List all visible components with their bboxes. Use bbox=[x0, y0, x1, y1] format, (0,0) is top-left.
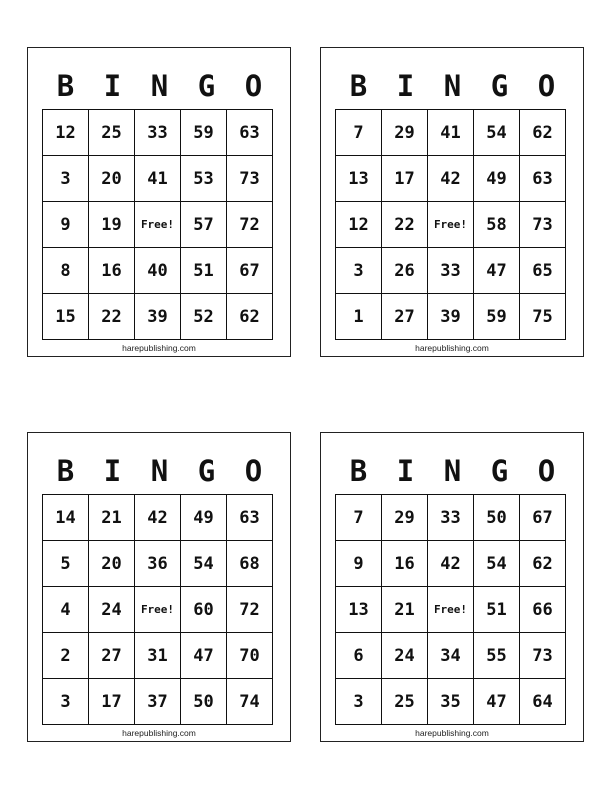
number-cell: 62 bbox=[520, 541, 566, 587]
header-letter: O bbox=[537, 69, 556, 103]
bingo-card bbox=[27, 432, 291, 742]
number-cell: 55 bbox=[474, 633, 520, 679]
header-letter: N bbox=[443, 69, 462, 103]
number-cell: 12 bbox=[43, 110, 89, 156]
grid-row bbox=[43, 202, 273, 248]
number-cell: 13 bbox=[336, 156, 382, 202]
number-cell: 26 bbox=[382, 248, 428, 294]
number-cell: 41 bbox=[428, 110, 474, 156]
number-cell: 53 bbox=[181, 156, 227, 202]
header-letter: B bbox=[349, 454, 368, 488]
grid-row bbox=[336, 248, 566, 294]
number-cell: 74 bbox=[227, 679, 273, 725]
number-cell: 7 bbox=[336, 110, 382, 156]
number-cell: 51 bbox=[181, 248, 227, 294]
grid-row bbox=[43, 679, 273, 725]
number-cell: 24 bbox=[89, 587, 135, 633]
number-cell: 63 bbox=[227, 110, 273, 156]
header-letter: O bbox=[244, 454, 263, 488]
bingo-grid bbox=[335, 109, 566, 340]
number-cell: 17 bbox=[382, 156, 428, 202]
grid-row bbox=[336, 495, 566, 541]
number-cell: 14 bbox=[43, 495, 89, 541]
number-cell: 50 bbox=[181, 679, 227, 725]
number-cell: 52 bbox=[181, 294, 227, 340]
number-cell: 22 bbox=[89, 294, 135, 340]
number-cell: 29 bbox=[382, 110, 428, 156]
header-letter: G bbox=[197, 69, 216, 103]
bingo-card bbox=[320, 47, 584, 357]
number-cell: 54 bbox=[474, 541, 520, 587]
number-cell: 70 bbox=[227, 633, 273, 679]
bingo-card bbox=[27, 47, 291, 357]
header-letter: O bbox=[537, 454, 556, 488]
header-letter: I bbox=[396, 454, 415, 488]
bingo-grid bbox=[42, 109, 273, 340]
number-cell: 54 bbox=[181, 541, 227, 587]
header-letter: O bbox=[244, 69, 263, 103]
number-cell: 6 bbox=[336, 633, 382, 679]
grid-row bbox=[43, 110, 273, 156]
number-cell: 54 bbox=[474, 110, 520, 156]
number-cell: 72 bbox=[227, 587, 273, 633]
footer-url: harepublishing.com bbox=[122, 728, 196, 738]
number-cell: 16 bbox=[382, 541, 428, 587]
grid-row bbox=[336, 679, 566, 725]
number-cell: 9 bbox=[336, 541, 382, 587]
number-cell: 42 bbox=[428, 541, 474, 587]
grid-row bbox=[43, 495, 273, 541]
number-cell: 34 bbox=[428, 633, 474, 679]
header-letter: N bbox=[150, 454, 169, 488]
number-cell: 42 bbox=[428, 156, 474, 202]
number-cell: 66 bbox=[520, 587, 566, 633]
number-cell: 63 bbox=[520, 156, 566, 202]
number-cell: 39 bbox=[135, 294, 181, 340]
number-cell: 33 bbox=[135, 110, 181, 156]
grid-row bbox=[336, 587, 566, 633]
number-cell: 12 bbox=[336, 202, 382, 248]
number-cell: 59 bbox=[474, 294, 520, 340]
footer-url: harepublishing.com bbox=[415, 343, 489, 353]
number-cell: 33 bbox=[428, 248, 474, 294]
number-cell: 17 bbox=[89, 679, 135, 725]
number-cell: 3 bbox=[43, 679, 89, 725]
number-cell: 68 bbox=[227, 541, 273, 587]
number-cell: 2 bbox=[43, 633, 89, 679]
number-cell: 67 bbox=[227, 248, 273, 294]
number-cell: 67 bbox=[520, 495, 566, 541]
number-cell: 47 bbox=[474, 679, 520, 725]
number-cell: 39 bbox=[428, 294, 474, 340]
bingo-header bbox=[42, 447, 277, 495]
number-cell: 51 bbox=[474, 587, 520, 633]
header-letter: N bbox=[150, 69, 169, 103]
header-letter: G bbox=[490, 69, 509, 103]
number-cell: 49 bbox=[181, 495, 227, 541]
header-letter: B bbox=[349, 69, 368, 103]
number-cell: 73 bbox=[227, 156, 273, 202]
number-cell: 22 bbox=[382, 202, 428, 248]
number-cell: 59 bbox=[181, 110, 227, 156]
free-space: Free! bbox=[428, 202, 474, 248]
header-letter: N bbox=[443, 454, 462, 488]
grid-row bbox=[43, 541, 273, 587]
number-cell: 9 bbox=[43, 202, 89, 248]
header-letter: G bbox=[490, 454, 509, 488]
number-cell: 58 bbox=[474, 202, 520, 248]
header-letter: I bbox=[103, 69, 122, 103]
number-cell: 31 bbox=[135, 633, 181, 679]
number-cell: 63 bbox=[227, 495, 273, 541]
number-cell: 37 bbox=[135, 679, 181, 725]
number-cell: 50 bbox=[474, 495, 520, 541]
footer-url: harepublishing.com bbox=[415, 728, 489, 738]
bingo-grid bbox=[42, 494, 273, 725]
number-cell: 5 bbox=[43, 541, 89, 587]
number-cell: 21 bbox=[89, 495, 135, 541]
number-cell: 36 bbox=[135, 541, 181, 587]
grid-row bbox=[336, 110, 566, 156]
grid-row bbox=[43, 633, 273, 679]
number-cell: 73 bbox=[520, 633, 566, 679]
number-cell: 27 bbox=[89, 633, 135, 679]
grid-row bbox=[43, 294, 273, 340]
header-letter: G bbox=[197, 454, 216, 488]
number-cell: 25 bbox=[382, 679, 428, 725]
number-cell: 21 bbox=[382, 587, 428, 633]
header-letter: B bbox=[56, 69, 75, 103]
grid-row bbox=[336, 156, 566, 202]
grid-row bbox=[336, 202, 566, 248]
number-cell: 25 bbox=[89, 110, 135, 156]
number-cell: 62 bbox=[227, 294, 273, 340]
bingo-card bbox=[320, 432, 584, 742]
number-cell: 3 bbox=[43, 156, 89, 202]
number-cell: 15 bbox=[43, 294, 89, 340]
header-letter: I bbox=[396, 69, 415, 103]
grid-row bbox=[336, 541, 566, 587]
number-cell: 47 bbox=[474, 248, 520, 294]
grid-row bbox=[43, 156, 273, 202]
number-cell: 75 bbox=[520, 294, 566, 340]
number-cell: 60 bbox=[181, 587, 227, 633]
grid-row bbox=[43, 587, 273, 633]
header-letter: B bbox=[56, 454, 75, 488]
number-cell: 27 bbox=[382, 294, 428, 340]
free-space: Free! bbox=[135, 202, 181, 248]
number-cell: 35 bbox=[428, 679, 474, 725]
bingo-header bbox=[335, 62, 570, 110]
footer-url: harepublishing.com bbox=[122, 343, 196, 353]
number-cell: 47 bbox=[181, 633, 227, 679]
number-cell: 7 bbox=[336, 495, 382, 541]
number-cell: 24 bbox=[382, 633, 428, 679]
grid-row bbox=[336, 633, 566, 679]
number-cell: 4 bbox=[43, 587, 89, 633]
number-cell: 3 bbox=[336, 248, 382, 294]
bingo-header bbox=[335, 447, 570, 495]
number-cell: 65 bbox=[520, 248, 566, 294]
number-cell: 62 bbox=[520, 110, 566, 156]
number-cell: 42 bbox=[135, 495, 181, 541]
grid-row bbox=[43, 248, 273, 294]
number-cell: 57 bbox=[181, 202, 227, 248]
number-cell: 3 bbox=[336, 679, 382, 725]
bingo-grid bbox=[335, 494, 566, 725]
number-cell: 64 bbox=[520, 679, 566, 725]
number-cell: 13 bbox=[336, 587, 382, 633]
number-cell: 40 bbox=[135, 248, 181, 294]
free-space: Free! bbox=[135, 587, 181, 633]
free-space: Free! bbox=[428, 587, 474, 633]
number-cell: 16 bbox=[89, 248, 135, 294]
number-cell: 1 bbox=[336, 294, 382, 340]
header-letter: I bbox=[103, 454, 122, 488]
number-cell: 72 bbox=[227, 202, 273, 248]
bingo-header bbox=[42, 62, 277, 110]
number-cell: 33 bbox=[428, 495, 474, 541]
number-cell: 49 bbox=[474, 156, 520, 202]
number-cell: 19 bbox=[89, 202, 135, 248]
number-cell: 41 bbox=[135, 156, 181, 202]
number-cell: 29 bbox=[382, 495, 428, 541]
number-cell: 8 bbox=[43, 248, 89, 294]
number-cell: 20 bbox=[89, 541, 135, 587]
number-cell: 20 bbox=[89, 156, 135, 202]
number-cell: 73 bbox=[520, 202, 566, 248]
grid-row bbox=[336, 294, 566, 340]
